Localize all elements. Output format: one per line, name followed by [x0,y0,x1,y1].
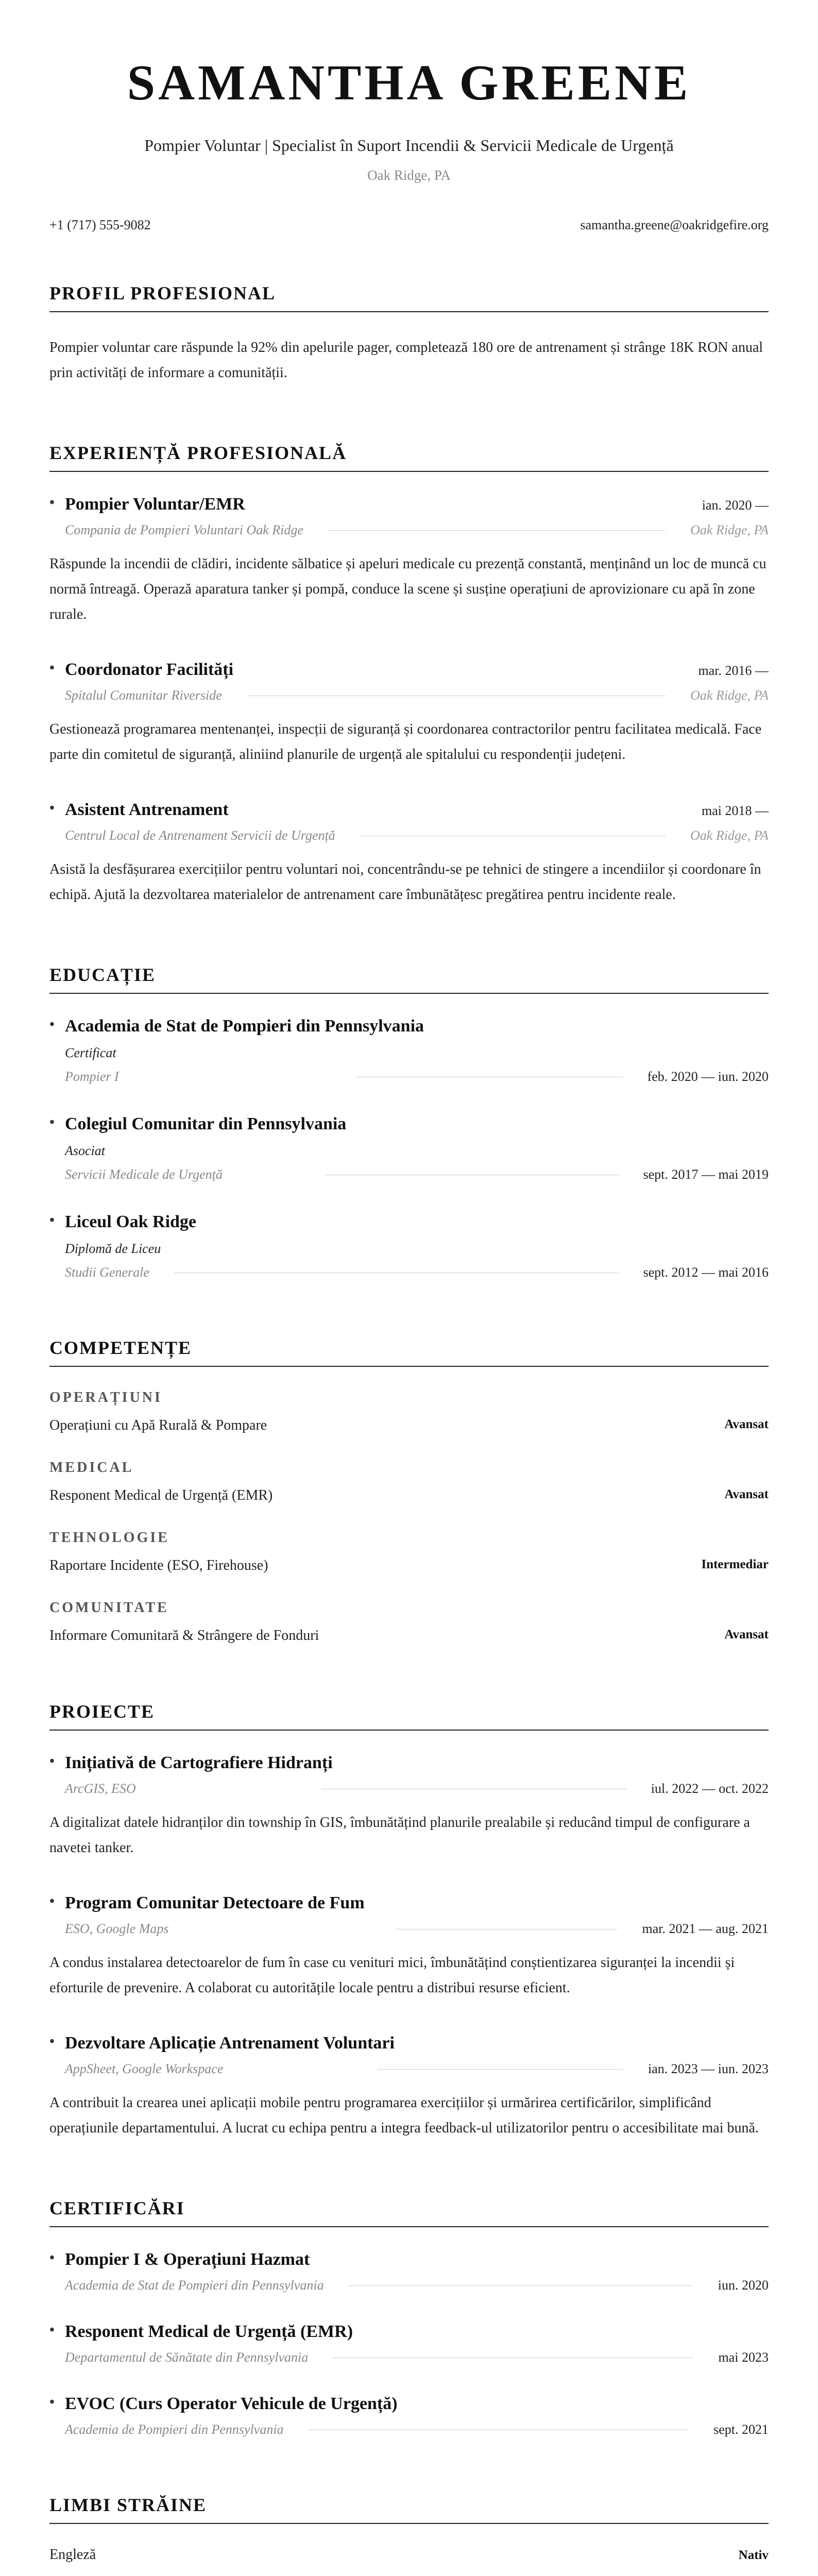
project-title: • Program Comunitar Detectoare de Fum [49,1893,769,1913]
section-title: COMPETENȚE [49,1337,769,1367]
candidate-location: Oak Ridge, PA [367,167,451,183]
experience-entry [49,660,769,767]
skill-group [49,1530,769,1574]
job-description: Asistă la desfășurarea exercițiilor pentru voluntari noi, concentrându-se pe tehnici de stingere a incendiilor și coordonare în echipă. Ajută la dezvoltarea materialelor de antrenament care îmbunătățesc pregătirea pentru incidente reale. [49,861,761,903]
skill-category: TEHNOLOGIE [49,1530,169,1546]
contact-row [49,217,769,233]
skill-category: MEDICAL [49,1460,134,1476]
education-entry [49,1016,769,1084]
project-date: ian. 2023 — iun. 2023 [648,2061,769,2076]
degree: Diplomă de Liceu [65,1241,161,1256]
project-title: • Inițiativă de Cartografiere Hidranți [49,1753,769,1773]
job-date: mai 2018 — [702,803,769,818]
project-date: iul. 2022 — oct. 2022 [651,1781,769,1796]
project-description: A condus instalarea detectoarelor de fum în case cu venituri mici, îmbunătățind conștientizarea siguranței la incendii și eforturile de prevenire. A colaborat cu autoritățile locale pentru a distribui resurse eficient. [49,1955,735,1996]
skill-name: Responent Medical de Urgență (EMR) [49,1487,273,1503]
skill-category: COMUNITATE [49,1600,169,1616]
skill-group [49,1600,769,1644]
skill-name: Raportare Incidente (ESO, Firehouse) [49,1557,268,1573]
skill-group [49,1389,769,1434]
degree: Asociat [65,1143,105,1158]
certification-entry [49,2250,769,2293]
project-entry [49,1893,769,2001]
job-description: Gestionează programarea mentenanței, inspecții de siguranță și coordonarea contractorilor pentru facilitatea medicală. Face parte din comitetul de siguranță, aliniind planurile de urgență ale spitalului cu respondenții județeni. [49,721,762,762]
school-name: • Academia de Stat de Pompieri din Pennsylvania [49,1016,769,1036]
job-location: Oak Ridge, PA [690,688,769,703]
certification-name: • Pompier I & Operațiuni Hazmat [49,2250,769,2269]
job-title: • Coordonator Facilități [49,660,233,680]
project-date: mar. 2021 — aug. 2021 [642,1921,769,1936]
certification-date: mai 2023 [718,2350,769,2365]
section-title: EXPERIENȚĂ PROFESIONALĂ [49,442,769,472]
job-date: mar. 2016 — [698,663,769,678]
skill-group [49,1460,769,1504]
skill-name: Informare Comunitară & Strângere de Fonduri [49,1628,319,1643]
skill-level: Avansat [724,1628,769,1641]
field-of-study: Servicii Medicale de Urgență [65,1167,223,1182]
certification-issuer: Academia de Stat de Pompieri din Pennsylvania [65,2278,324,2293]
certification-issuer: Departamentul de Sănătate din Pennsylvania [65,2350,309,2365]
certifications-section [49,2197,769,2437]
projects-section [49,1701,769,2141]
phone-number: +1 (717) 555-9082 [49,217,151,232]
divider [349,2285,693,2286]
language-level: Nativ [738,2548,769,2562]
job-title: • Asistent Antrenament [49,800,229,820]
profile-text: Pompier voluntar care răspunde la 92% din apelurile pager, completează 180 ore de antrenament și strânge 18K RON anual prin activități de informare a comunității. [49,340,763,381]
section-title: PROIECTE [49,1701,769,1731]
employer: Centrul Local de Antrenament Servicii de Urgență [65,828,335,843]
employer: Spitalul Comunitar Riverside [65,688,222,703]
certification-name: • Responent Medical de Urgență (EMR) [49,2322,769,2342]
skill-name: Operațiuni cu Apă Rurală & Pompare [49,1417,267,1433]
language-row [49,2547,769,2563]
candidate-title: Pompier Voluntar | Specialist în Suport Incendii & Servicii Medicale de Urgență [144,136,674,155]
education-entry [49,1212,769,1280]
education-section [49,964,769,1280]
job-location: Oak Ridge, PA [690,828,769,843]
project-title: • Dezvoltare Aplicație Antrenament Voluntari [49,2033,769,2053]
skill-level: Intermediar [701,1557,769,1571]
field-of-study: Pompier I [65,1069,119,1084]
project-description: A contribuit la crearea unei aplicații mobile pentru programarea exercițiilor și urmărirea certificărilor, simplificând operațiunile departamentului. A lucrat cu echipa pentru a integra feedback-ul utilizatorilor pentru o accesibilitate mai bună. [49,2095,759,2136]
education-date: sept. 2012 — mai 2016 [643,1265,769,1280]
education-date: sept. 2017 — mai 2019 [643,1167,769,1182]
certification-date: sept. 2021 [713,2422,769,2437]
job-description: Răspunde la incendii de clădiri, incidente sălbatice și apeluri medicale cu prezență constantă, menținând un loc de muncă cu normă întreagă. Operază aparatura tanker și pompă, conduce la scene și susține operațiuni de aprovizionare cu apă în zone rurale. [49,556,766,622]
section-title: EDUCAȚIE [49,964,769,994]
field-of-study: Studii Generale [65,1265,149,1280]
experience-entry [49,800,769,907]
language-name: Engleză [49,2547,96,2563]
project-description: A digitalizat datele hidranților din township în GIS, îmbunătățind planurile prealabile și reducând timpul de configurare a navetei tanker. [49,1815,750,1856]
experience-entry [49,495,769,627]
job-location: Oak Ridge, PA [690,522,769,537]
certification-entry [49,2394,769,2437]
job-title: • Pompier Voluntar/EMR [49,495,245,514]
certification-entry [49,2322,769,2365]
employer: Compania de Pompieri Voluntari Oak Ridge [65,522,303,537]
languages-section [49,2494,769,2576]
candidate-name: SAMANTHA GREENE [127,55,691,111]
school-name: • Liceul Oak Ridge [49,1212,769,1232]
skill-category: OPERAȚIUNI [49,1389,162,1405]
divider [378,2069,623,2070]
section-title: PROFIL PROFESIONAL [49,282,769,312]
project-entry [49,2033,769,2141]
project-tools: ESO, Google Maps [65,1921,169,1936]
education-date: feb. 2020 — iun. 2020 [647,1069,769,1084]
resume-header [49,0,769,233]
divider [328,530,666,531]
project-tools: AppSheet, Google Workspace [65,2061,224,2076]
section-title: LIMBI STRĂINE [49,2494,769,2524]
project-entry [49,1753,769,1860]
profile-section [49,282,769,385]
job-date: ian. 2020 — [702,498,769,513]
certification-name: • EVOC (Curs Operator Vehicule de Urgență) [49,2394,769,2414]
email-address: samantha.greene@oakridgefire.org [580,217,769,232]
section-title: CERTIFICĂRI [49,2197,769,2227]
school-name: • Colegiul Comunitar din Pennsylvania [49,1114,769,1134]
skill-level: Avansat [724,1487,769,1501]
skill-level: Avansat [724,1417,769,1431]
degree: Certificat [65,1045,116,1060]
project-tools: ArcGIS, ESO [65,1781,136,1796]
experience-section [49,442,769,907]
education-entry [49,1114,769,1182]
skills-section [49,1337,769,1644]
certification-date: iun. 2020 [718,2278,769,2293]
certification-issuer: Academia de Pompieri din Pennsylvania [65,2422,284,2437]
